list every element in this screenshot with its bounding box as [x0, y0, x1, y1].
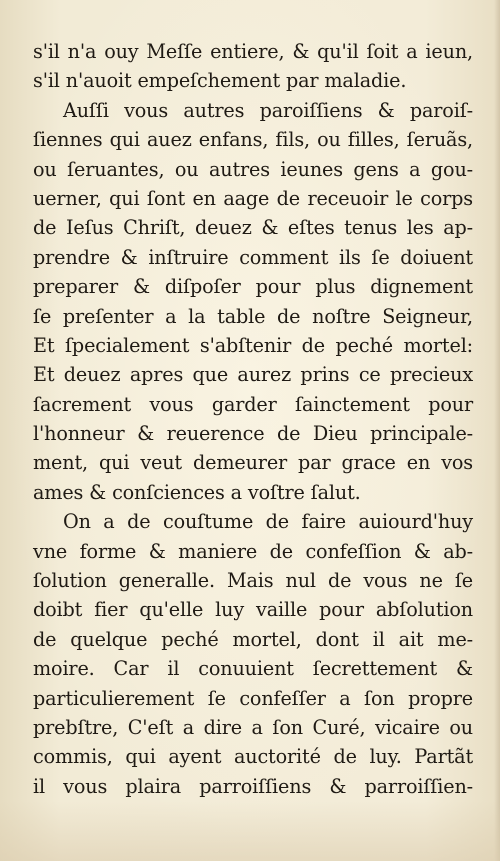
text-line: ſolution generalle. Mais nul de vous ne ſe — [33, 569, 473, 593]
text-line: uerner, qui ſont en aage de receuoir le corps — [33, 186, 473, 210]
page-edge-shadow — [494, 0, 500, 861]
body-text — [33, 37, 473, 801]
text-line: ſe preſenter a la table de noſtre Seigneur, — [33, 304, 473, 328]
text-line: l'honneur & reuerence de Dieu principale- — [33, 422, 473, 446]
text-line: ſacrement vous garder ſainctement pour — [33, 392, 473, 416]
text-line: particulierement ſe confeſſer a ſon propre — [33, 686, 473, 710]
text-line: doibt fier qu'elle luy vaille pour abſolution — [33, 598, 473, 622]
text-line: prendre & inſtruire comment ils ſe doiuent — [33, 245, 473, 269]
text-line: de quelque peché mortel, dont il ait me- — [33, 627, 473, 651]
text-line: moire. Car il conuuient ſecrettement & — [33, 657, 473, 681]
text-line: ou ſeruantes, ou autres ieunes gens a gou- — [33, 157, 473, 181]
text-line: prebſtre, C'eſt a dire a ſon Curé, vicaire ou — [33, 715, 473, 739]
text-line: Auſſi vous autres paroiſſiens & paroiſ- — [63, 98, 473, 122]
text-line: s'il n'auoit empeſchement par maladie. — [33, 69, 407, 93]
text-line: vne forme & maniere de confeſſion & ab- — [33, 539, 473, 563]
text-line: commis, qui ayent auctorité de luy. Partãt — [33, 745, 473, 769]
text-line: On a de couſtume de faire auiourd'huy — [63, 510, 473, 534]
text-line: ames & conſciences a voſtre ſalut. — [33, 480, 361, 504]
text-line: Et ſpecialement s'abſtenir de peché mortel: — [33, 333, 473, 357]
text-line: ſiennes qui auez enfans, fils, ou filles, ſeruãs, — [33, 128, 473, 152]
text-line: il vous plaira parroiſſiens & parroiſſien- — [33, 774, 473, 798]
text-line: de Ieſus Chriſt, deuez & eſtes tenus les ap- — [33, 216, 473, 240]
text-line: preparer & diſpoſer pour plus dignement — [33, 275, 473, 299]
text-line: s'il n'a ouy Meſſe entiere, & qu'il ſoit a ieun, — [33, 40, 473, 63]
text-line: Et deuez apres que aurez prins ce precieux — [33, 363, 473, 387]
text-line: ment, qui veut demeurer par grace en vos — [33, 451, 473, 475]
